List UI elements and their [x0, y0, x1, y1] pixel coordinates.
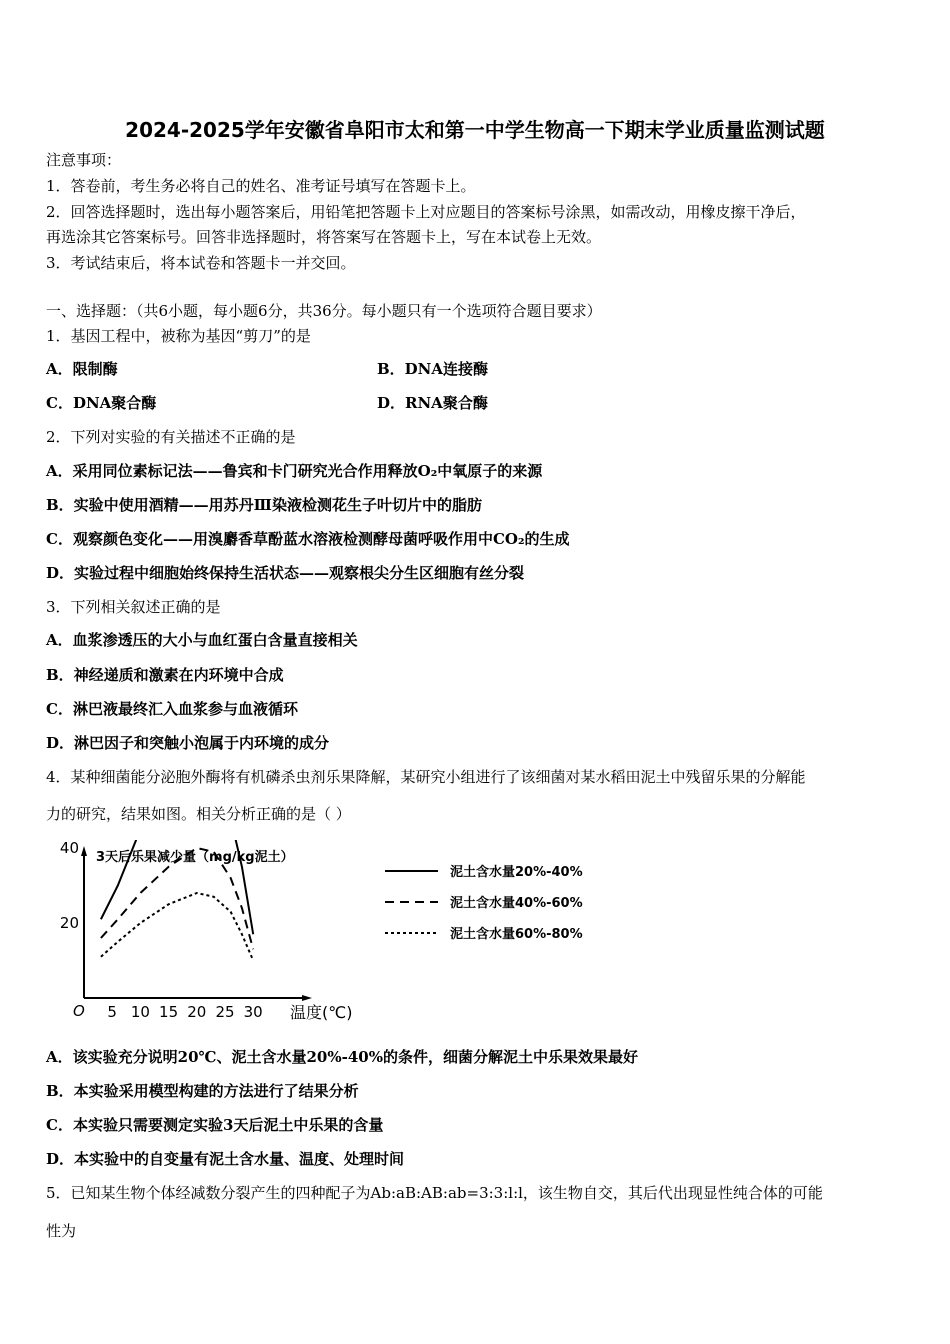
q1-option-a: A．限制酶 — [46, 360, 118, 378]
question-5-stem: 性为 — [46, 1222, 77, 1240]
q4-option-b: B．本实验采用模型构建的方法进行了结果分析 — [46, 1082, 359, 1100]
question-4-stem: 4．某种细菌能分泌胞外酶将有机磷杀虫剂乐果降解，某研究小组进行了该细菌对某水稻田泥土中残留乐果的分解能 — [46, 768, 806, 786]
note-line: 1．答卷前，考生务必将自己的姓名、准考证号填写在答题卡上。 — [46, 177, 476, 195]
q2-option-a: A．采用同位素标记法——鲁宾和卡门研究光合作用释放O₂中氧原子的来源 — [46, 462, 543, 480]
q4-option-d: D．本实验中的自变量有泥土含水量、温度、处理时间 — [46, 1150, 405, 1168]
y-axis-arrow — [81, 846, 87, 856]
section-heading: 一、选择题：（共6小题，每小题6分，共36分。每小题只有一个选项符合题目要求） — [46, 302, 602, 320]
notes-heading: 注意事项： — [46, 151, 122, 169]
legend-label: 泥土含水量40%-60% — [450, 896, 583, 911]
series-line-3 — [101, 893, 253, 961]
x-tick-label: 15 — [159, 1003, 179, 1021]
note-line: 3．考试结束后，将本试卷和答题卡一并交回。 — [46, 254, 356, 272]
chart — [40, 840, 620, 1040]
x-tick-label: 25 — [215, 1003, 235, 1021]
q4-option-a: A．该实验充分说明20℃、泥土含水量20%-40%的条件，细菌分解泥土中乐果效果最好 — [46, 1048, 638, 1066]
q2-option-c: C．观察颜色变化——用溴麝香草酚蓝水溶液检测酵母菌呼吸作用中CO₂的生成 — [46, 530, 570, 548]
question-1-stem: 1．基因工程中，被称为基因“剪刀”的是 — [46, 327, 311, 345]
y-tick-label: 20 — [59, 914, 79, 932]
question-5-stem: 5．已知某生物个体经减数分裂产生的四种配子为Ab:aB:AB:ab=3:3:l:l，该生物自交，其后代出现显性纯合体的可能 — [46, 1184, 823, 1202]
x-tick-label: 20 — [187, 1003, 207, 1021]
x-tick-label: 5 — [107, 1003, 117, 1021]
y-tick-label: 40 — [59, 840, 79, 857]
question-4-stem: 力的研究，结果如图。相关分析正确的是（ ） — [46, 805, 351, 823]
x-axis-arrow — [302, 995, 312, 1001]
q3-option-b: B．神经递质和激素在内环境中合成 — [46, 666, 284, 684]
note-line: 再选涂其它答案标号。回答非选择题时，将答案写在答题卡上，写在本试卷上无效。 — [46, 228, 602, 246]
x-tick-label: 10 — [130, 1003, 150, 1021]
q2-option-b: B．实验中使用酒精——用苏丹Ⅲ染液检测花生子叶切片中的脂肪 — [46, 496, 482, 514]
question-2-stem: 2．下列对实验的有关描述不正确的是 — [46, 428, 296, 446]
q1-option-d: D．RNA聚合酶 — [377, 394, 488, 412]
q3-option-a: A．血浆渗透压的大小与血红蛋白含量直接相关 — [46, 631, 358, 649]
q3-option-c: C．淋巴液最终汇入血浆参与血液循环 — [46, 700, 298, 718]
x-tick-label: 30 — [243, 1003, 263, 1021]
note-line: 2．回答选择题时，选出每小题答案后，用铅笔把答题卡上对应题目的答案标号涂黑，如需改动，用橡皮擦干净后， — [46, 203, 806, 221]
chart-axes — [81, 846, 312, 1001]
q2-option-d: D．实验过程中细胞始终保持生活状态——观察根尖分生区细胞有丝分裂 — [46, 564, 525, 582]
legend-label: 泥土含水量20%-40% — [450, 865, 583, 880]
q3-option-d: D．淋巴因子和突触小泡属于内环境的成分 — [46, 734, 330, 752]
legend-label: 泥土含水量60%-80% — [450, 927, 583, 942]
q4-option-c: C．本实验只需要测定实验3天后泥土中乐果的含量 — [46, 1116, 384, 1134]
page-title: 2024-2025学年安徽省阜阳市太和第一中学生物高一下期末学业质量监测试题 — [125, 118, 825, 142]
question-3-stem: 3．下列相关叙述正确的是 — [46, 598, 221, 616]
q1-option-b: B．DNA连接酶 — [377, 360, 489, 378]
x-axis-label: 温度(℃) — [290, 1003, 353, 1022]
q1-option-c: C．DNA聚合酶 — [46, 394, 157, 412]
chart-title: 3天后乐果减少量（mg/kg泥土） — [96, 850, 294, 865]
origin-label: O — [73, 1002, 85, 1020]
